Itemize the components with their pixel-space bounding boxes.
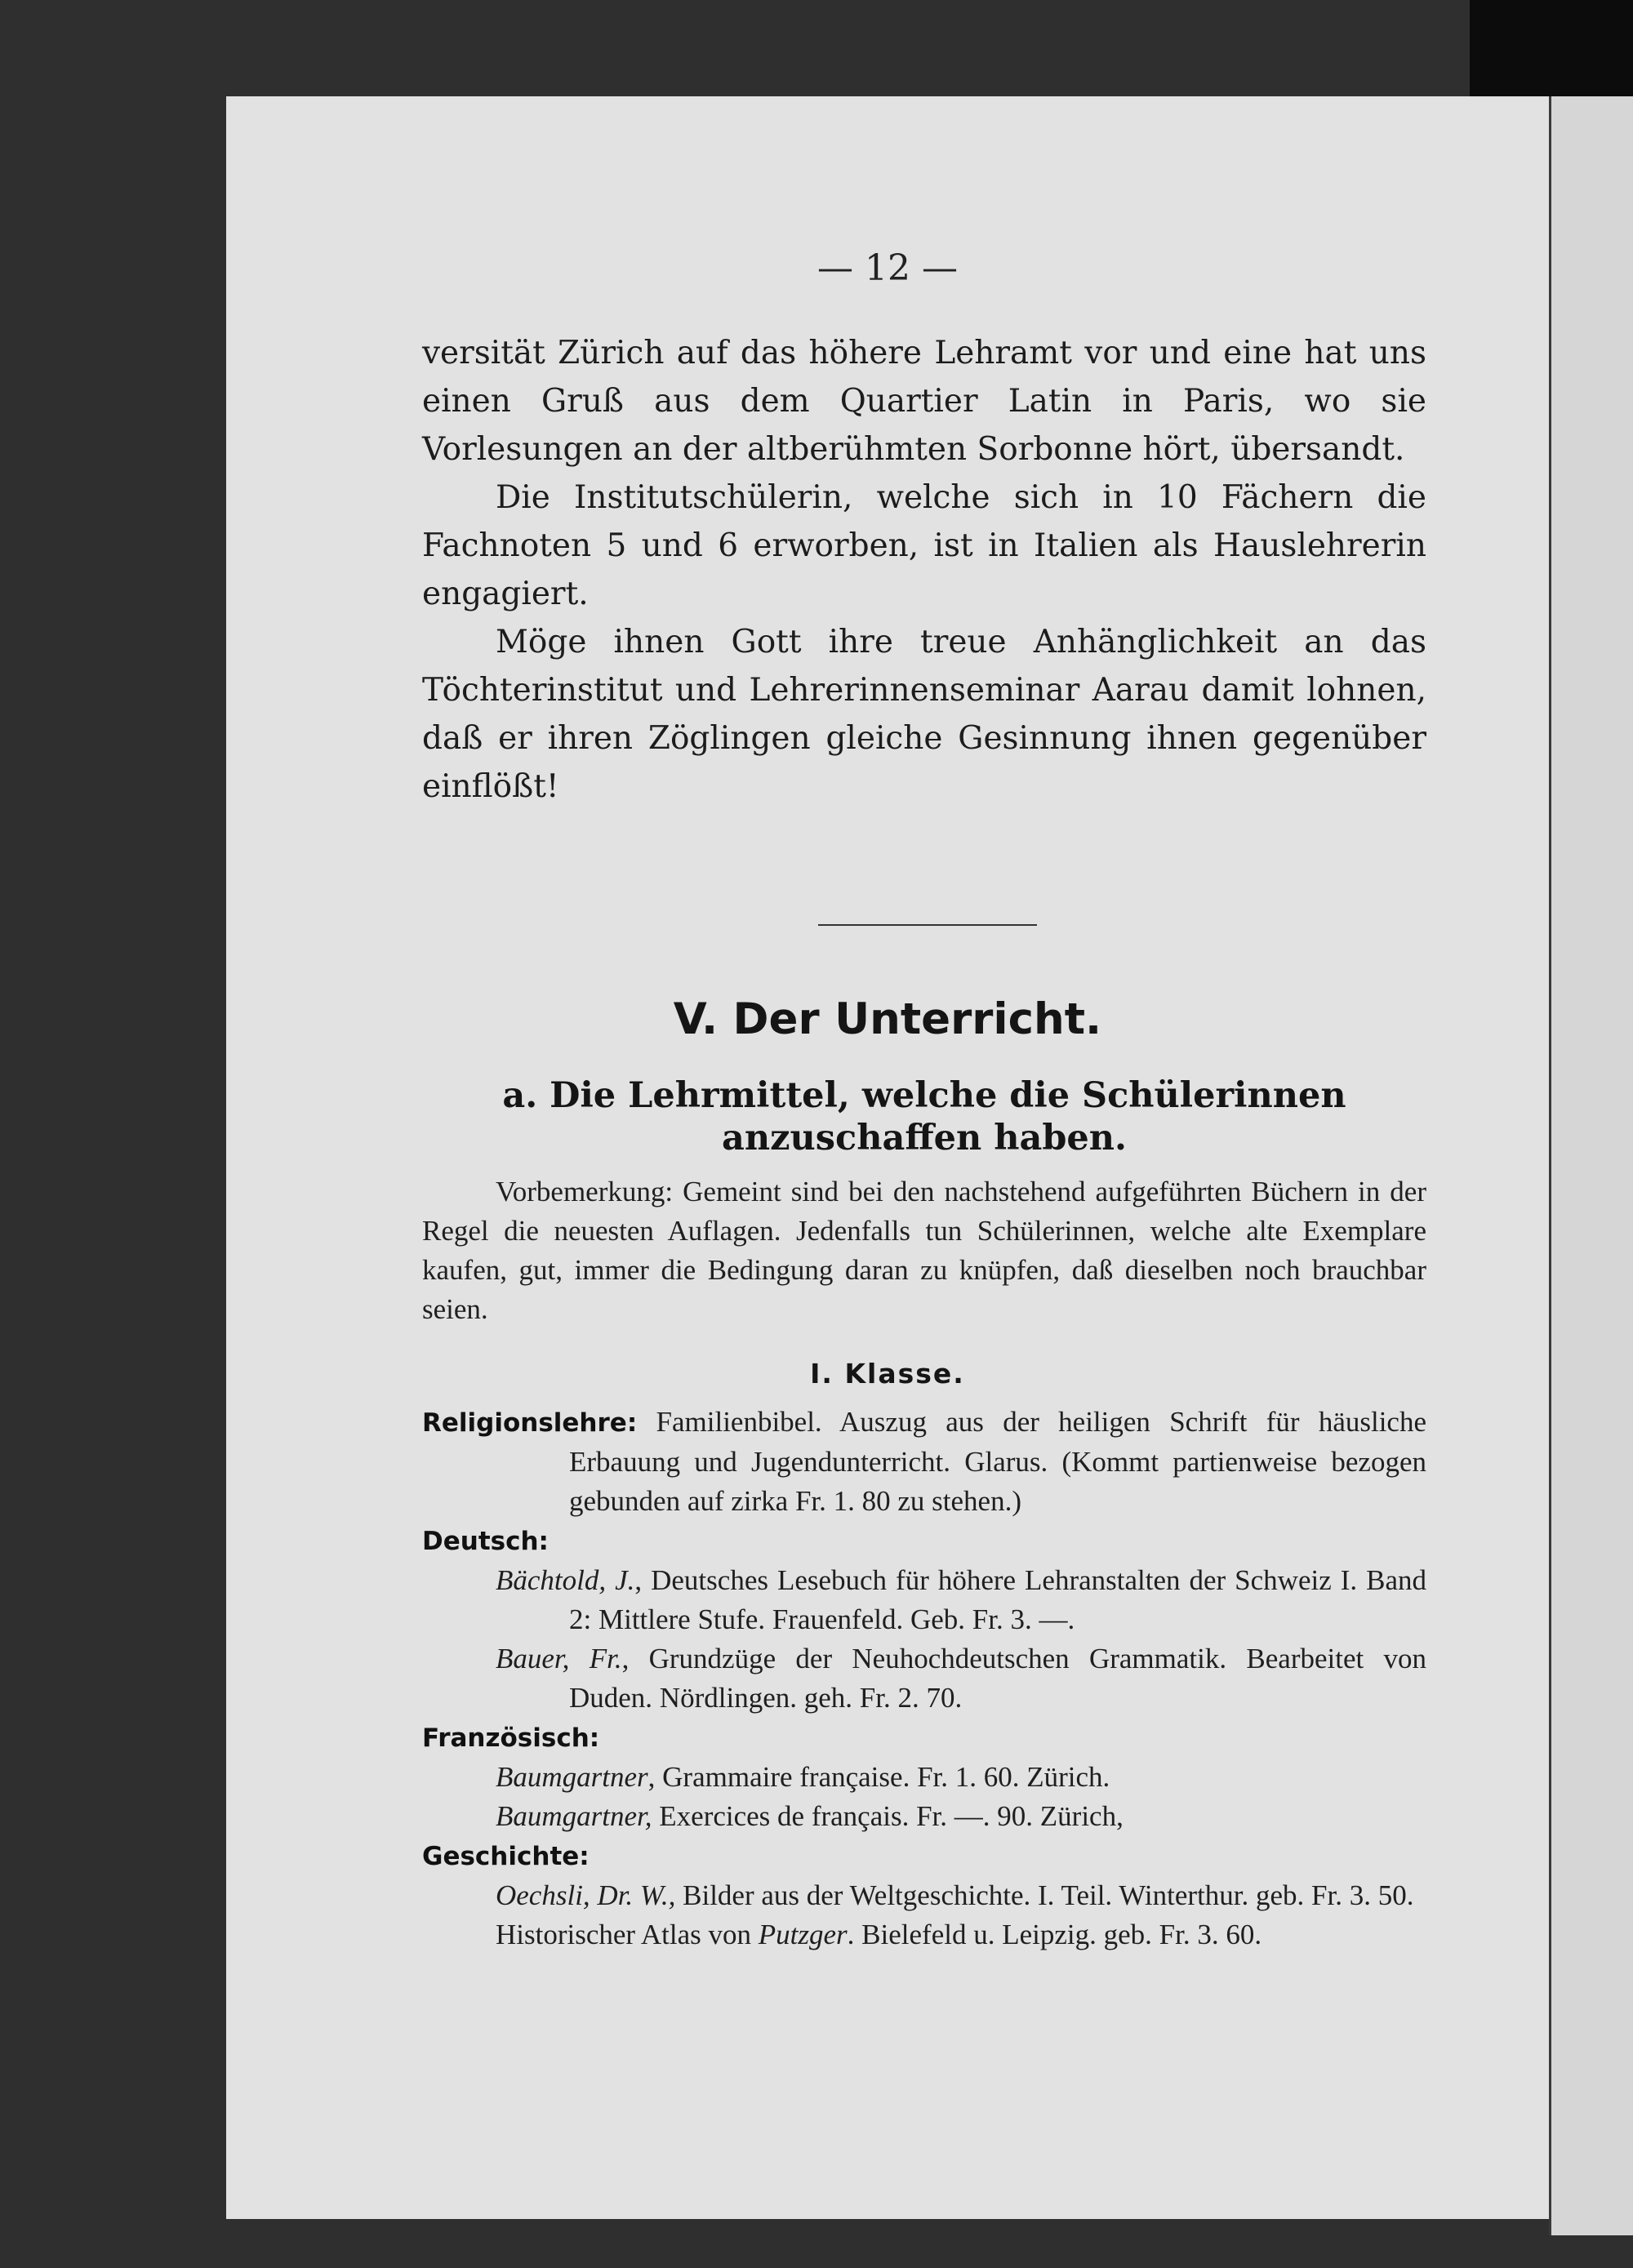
document-page — [226, 96, 1549, 2219]
book-entry — [496, 1639, 1426, 1718]
book-entry-text: Exercices de français. Fr. —. 90. Zürich, — [652, 1800, 1124, 1832]
body-text — [422, 329, 1426, 811]
book-entry-text: , Grundzüge der Neuhochdeutschen Grammatik. Bearbeitet von Duden. Nördlingen. geh. Fr. 2. 70. — [569, 1643, 1426, 1714]
preliminary-note: Vorbemerkung: Gemeint sind bei den nachstehend aufgeführten Büchern in der Regel die neuesten Auflagen. Jedenfalls tun Schülerinnen, welche alte Exemplare kaufen, gut, immer die Bedingung daran zu knüpfen, daß dieselben noch brauchbar seien. — [422, 1176, 1426, 1325]
subject-franzoesisch — [422, 1718, 1426, 1758]
section-title: V. Der Unterricht. — [673, 994, 1102, 1044]
book-author: Baumgartner, — [496, 1800, 652, 1832]
subject-geschichte — [422, 1836, 1426, 1876]
paragraph: Die Institutschülerin, welche sich in 10 Fächern die Fachnoten 5 und 6 erworben, ist in Italien als Hauslehrerin engagiert. — [422, 479, 1426, 612]
book-entry-text: , Grammaire française. Fr. 1. 60. Zürich. — [647, 1761, 1110, 1793]
scan-background — [1470, 0, 1633, 106]
subject-label: Französisch: — [422, 1723, 600, 1753]
book-author: Bächtold, J. — [496, 1564, 635, 1596]
subject-label: Deutsch: — [422, 1527, 549, 1556]
subject-religion — [422, 1403, 1426, 1521]
section-divider — [818, 924, 1037, 926]
page-number: — 12 — — [817, 247, 958, 289]
book-entry — [496, 1561, 1426, 1639]
subsection-title: a. Die Lehrmittel, welche die Schülerinnen anzuschaffen haben. — [502, 1075, 1346, 1158]
paragraph: Möge ihnen Gott ihre treue Anhänglichkeit an das Töchterinstitut und Lehrerinnenseminar Aarau damit lohnen, daß er ihren Zöglingen gleiche Gesinnung ihnen gegenüber einflößt! — [422, 624, 1426, 805]
book-list — [422, 1403, 1426, 1954]
book-entry-prefix: Historischer Atlas von — [496, 1919, 759, 1950]
paragraph: versität Zürich auf das höhere Lehramt vor und eine hat uns einen Gruß aus dem Quartier Latin in Paris, wo sie Vorlesungen an der altberühmten Sorbonne hört, übersandt. — [422, 335, 1426, 468]
subject-label: Geschichte: — [422, 1842, 590, 1871]
adjacent-page-edge — [1549, 96, 1633, 2235]
class-heading: I. Klasse. — [810, 1358, 965, 1390]
book-author: Putzger — [758, 1919, 848, 1950]
book-entry-text: Bilder aus der Weltgeschichte. I. Teil. Winterthur. geb. Fr. 3. 50. — [675, 1879, 1414, 1911]
book-author: Bauer, Fr. — [496, 1643, 622, 1674]
book-entry-text: . Bielefeld u. Leipzig. geb. Fr. 3. 60. — [847, 1919, 1262, 1950]
book-author: Oechsli, Dr. W., — [496, 1879, 676, 1911]
book-entry-text: , Deutsches Lesebuch für höhere Lehranstalten der Schweiz I. Band 2: Mittlere Stufe. Frauenfeld. Geb. Fr. 3. —. — [569, 1564, 1426, 1635]
book-entry — [496, 1876, 1426, 1915]
book-author: Baumgartner — [496, 1761, 648, 1793]
subject-label: Religionslehre: — [422, 1408, 638, 1438]
subject-deutsch — [422, 1521, 1426, 1561]
book-entry — [496, 1758, 1426, 1797]
book-entry — [496, 1797, 1426, 1836]
book-entry — [496, 1915, 1426, 1954]
book-entry-text: Familienbibel. Auszug aus der heiligen Schrift für häusliche Erbauung und Jugendunterricht. Glarus. (Kommt partienweise bezogen gebunden auf zirka Fr. 1. 80 zu stehen.) — [569, 1406, 1427, 1517]
